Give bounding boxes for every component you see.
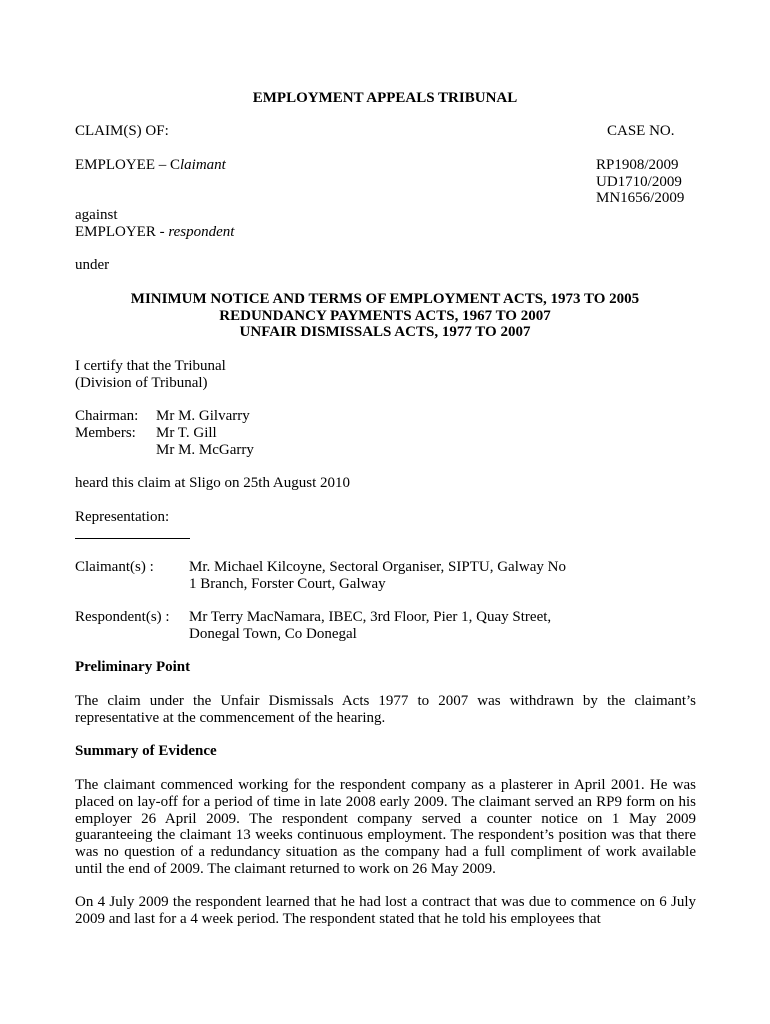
- representation-label: Representation:: [75, 509, 170, 525]
- preliminary-paragraph: The claim under the Unfair Dismissals Acts 1977 to 2007 was withdrawn by the claimant’s representative at the commencement of the hearing.: [75, 693, 696, 726]
- case-number: UD1710/2009: [596, 174, 682, 190]
- against-text: against: [75, 207, 118, 223]
- heard-line: heard this claim at Sligo on 25th August 2010: [75, 475, 350, 491]
- employee-prefix: EMPLOYEE – C: [75, 157, 180, 173]
- employer-role: respondent: [168, 224, 235, 240]
- summary-paragraph: The claimant commenced working for the respondent company as a plasterer in April 2001. He was placed on lay-off for a period of time in late 2008 early 2009. The claimant served an RP9 form on his employer 26 April 2009. The respondent company served a counter notice on 1 May 2009 guaranteeing the claimant 13 weeks continuous employment. The respondent’s position was that there was no question of a redundancy situation as the company had a full compliment of work available until the end of 2009. The claimant returned to work on 26 May 2009.: [75, 777, 696, 877]
- claimant-rep-address: 1 Branch, Forster Court, Galway: [189, 576, 386, 592]
- respondent-rep: Mr Terry MacNamara, IBEC, 3rd Floor, Pier 1, Quay Street,: [189, 609, 552, 625]
- employer-line: [75, 224, 234, 241]
- employee-role: laimant: [180, 157, 226, 173]
- case-number: MN1656/2009: [596, 190, 685, 206]
- act-title: MINIMUM NOTICE AND TERMS OF EMPLOYMENT ACTS, 1973 TO 2005: [130, 291, 640, 307]
- case-number: RP1908/2009: [596, 157, 679, 173]
- member-name: Mr M. McGarry: [156, 442, 254, 458]
- act-title: UNFAIR DISMISSALS ACTS, 1977 TO 2007: [239, 324, 531, 340]
- claimant-rep: Mr. Michael Kilcoyne, Sectoral Organiser, SIPTU, Galway No: [189, 559, 566, 575]
- member-name: Mr T. Gill: [156, 425, 217, 441]
- divider-rule: [75, 538, 190, 539]
- preliminary-heading: Preliminary Point: [75, 659, 191, 675]
- chairman-name: Mr M. Gilvarry: [156, 408, 250, 424]
- claimant-label: Claimant(s) :: [75, 559, 154, 575]
- respondent-rep-address: Donegal Town, Co Donegal: [189, 626, 357, 642]
- members-label: Members:: [75, 425, 136, 441]
- case-no-label: CASE NO.: [607, 123, 675, 139]
- under-text: under: [75, 257, 110, 273]
- respondent-label: Respondent(s) :: [75, 609, 170, 625]
- document-title: EMPLOYMENT APPEALS TRIBUNAL: [252, 90, 518, 106]
- summary-paragraph: On 4 July 2009 the respondent learned that he had lost a contract that was due to commence on 6 July 2009 and last for a 4 week period. The respondent stated that he told his employees that: [75, 894, 696, 927]
- employee-line: [75, 157, 226, 174]
- claims-of-label: CLAIM(S) OF:: [75, 123, 169, 139]
- employer-prefix: EMPLOYER -: [75, 224, 169, 240]
- act-title: REDUNDANCY PAYMENTS ACTS, 1967 TO 2007: [219, 308, 551, 324]
- certify-line: I certify that the Tribunal: [75, 358, 226, 374]
- division-line: (Division of Tribunal): [75, 375, 208, 391]
- chairman-label: Chairman:: [75, 408, 139, 424]
- summary-heading: Summary of Evidence: [75, 743, 217, 759]
